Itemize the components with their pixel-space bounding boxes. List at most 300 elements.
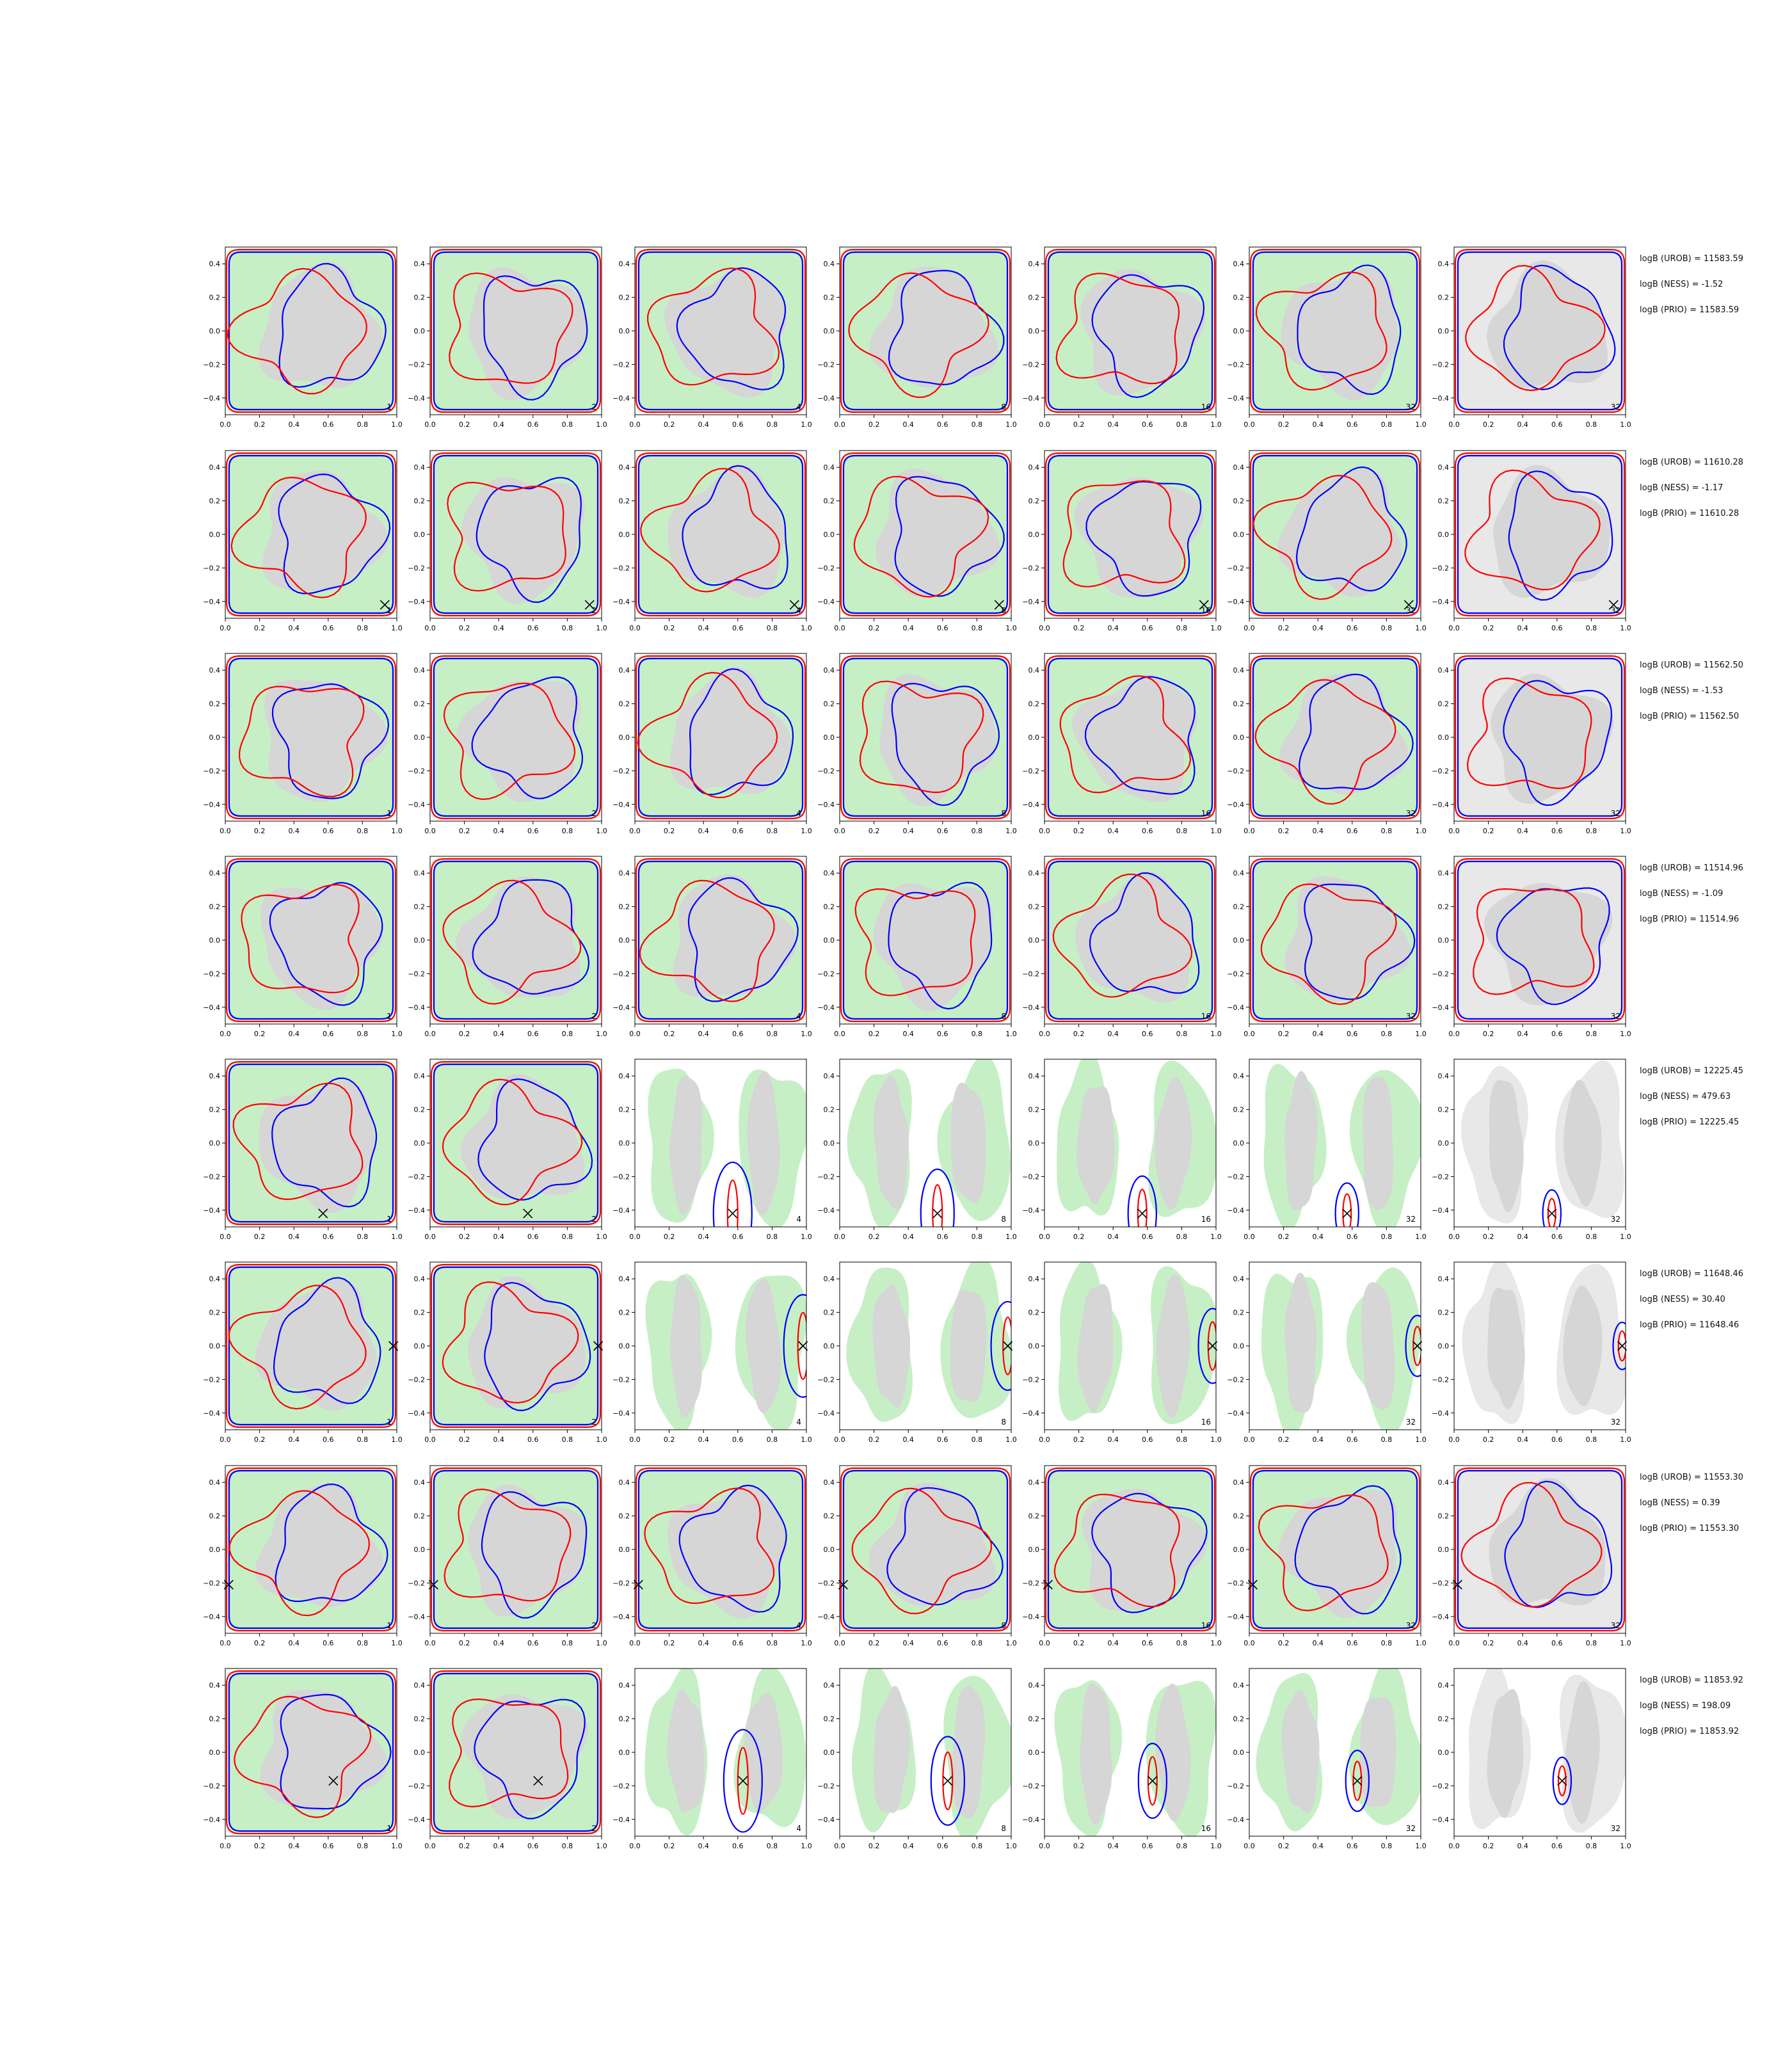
- x-tick-label: 1.0: [1415, 1233, 1427, 1241]
- x-tick-label: 0.2: [868, 1233, 880, 1241]
- x-tick-label: 0.0: [220, 1639, 231, 1647]
- subplot: [408, 1668, 607, 1850]
- y-tick-label: 0.0: [209, 733, 220, 742]
- subplot: [612, 1262, 822, 1444]
- y-tick-label: −0.2: [612, 360, 630, 369]
- x-tick-label: 0.8: [356, 1436, 369, 1444]
- x-tick-label: 0.6: [527, 1436, 539, 1444]
- x-tick-label: 0.4: [288, 1639, 300, 1647]
- y-tick-label: 0.0: [823, 531, 835, 539]
- x-tick-label: 0.4: [1517, 1030, 1528, 1038]
- x-tick-label: 1.0: [391, 827, 403, 835]
- y-tick-label: −0.4: [408, 800, 425, 809]
- x-tick-label: 0.4: [493, 1639, 504, 1647]
- y-tick-label: −0.2: [1227, 767, 1244, 776]
- x-tick-label: 0.2: [1482, 1030, 1494, 1038]
- y-tick-label: 0.0: [1437, 936, 1449, 945]
- y-tick-label: 0.0: [1233, 531, 1244, 539]
- y-tick-label: 0.0: [413, 1546, 425, 1554]
- x-tick-label: 1.0: [391, 420, 403, 429]
- subplot: [408, 1059, 607, 1241]
- x-tick-label: 0.2: [1482, 420, 1494, 429]
- x-tick-label: 0.6: [1347, 827, 1358, 835]
- x-tick-label: 0.0: [1448, 1436, 1460, 1444]
- y-tick-label: −0.4: [1022, 394, 1039, 403]
- y-tick-label: −0.2: [203, 1782, 220, 1791]
- x-tick-label: 0.2: [1073, 420, 1085, 429]
- x-tick-label: 0.8: [1176, 1436, 1188, 1444]
- subplot: [612, 1466, 812, 1647]
- x-tick-label: 0.2: [1073, 1030, 1085, 1038]
- x-tick-label: 0.2: [663, 1030, 675, 1038]
- y-tick-label: −0.2: [203, 564, 220, 573]
- y-tick-label: 0.4: [413, 1478, 425, 1487]
- x-tick-label: 0.2: [253, 1436, 266, 1444]
- subplot: [408, 247, 607, 429]
- x-tick-label: 0.2: [253, 624, 266, 632]
- x-tick-label: 0.0: [834, 1436, 845, 1444]
- y-tick-label: 0.0: [413, 531, 425, 539]
- x-tick-label: 0.8: [766, 1030, 778, 1038]
- subplot-index-label: 8: [1001, 403, 1006, 412]
- x-tick-label: 1.0: [1210, 1030, 1222, 1038]
- y-tick-label: 0.4: [413, 1275, 425, 1284]
- x-tick-label: 0.2: [868, 1030, 880, 1038]
- region-inner: [950, 1290, 986, 1402]
- x-tick-label: 0.0: [220, 827, 231, 835]
- y-tick-label: 0.2: [1028, 1512, 1039, 1521]
- subplot-index-label: 4: [796, 1012, 801, 1021]
- x-tick-label: 0.0: [424, 1842, 436, 1850]
- y-tick-label: 0.0: [1437, 733, 1449, 742]
- subplot: [1022, 451, 1221, 632]
- y-tick-label: 0.4: [823, 869, 835, 878]
- y-tick-label: 0.2: [209, 1105, 220, 1114]
- subplot-index-label: 32: [1405, 1824, 1416, 1833]
- subplot-index-label: 16: [1201, 1012, 1211, 1021]
- x-tick-label: 0.8: [1585, 1436, 1597, 1444]
- target-marker: [1138, 1209, 1147, 1218]
- y-tick-label: −0.4: [1432, 1206, 1449, 1215]
- subplot: [612, 247, 812, 429]
- y-tick-label: −0.2: [1432, 970, 1449, 979]
- y-tick-label: −0.2: [1432, 360, 1449, 369]
- subplot-index-label: 1: [387, 1215, 392, 1224]
- x-tick-label: 0.4: [288, 420, 300, 429]
- y-tick-label: 0.0: [1233, 1342, 1244, 1350]
- x-tick-label: 0.0: [1244, 1233, 1255, 1241]
- x-tick-label: 0.0: [1039, 420, 1050, 429]
- logB-annotation: logB (UROB) = 11853.92: [1640, 1676, 1743, 1685]
- x-tick-label: 1.0: [1620, 1842, 1631, 1850]
- x-tick-label: 1.0: [801, 1233, 812, 1241]
- x-tick-label: 0.0: [1448, 1030, 1460, 1038]
- x-tick-label: 0.0: [629, 420, 641, 429]
- subplot: [203, 247, 402, 429]
- subplot-index-label: 1: [387, 1012, 392, 1021]
- x-tick-label: 0.2: [458, 1233, 470, 1241]
- x-tick-label: 0.6: [527, 827, 539, 835]
- x-tick-label: 0.0: [629, 1436, 641, 1444]
- y-tick-label: 0.2: [413, 1715, 425, 1724]
- y-tick-label: −0.4: [1022, 1815, 1039, 1824]
- y-tick-label: 0.2: [1028, 1308, 1039, 1317]
- y-tick-label: 0.0: [1028, 327, 1039, 335]
- y-tick-label: −0.2: [1227, 360, 1244, 369]
- x-tick-label: 0.6: [1142, 420, 1153, 429]
- subplot-index-label: 32: [1610, 1824, 1620, 1833]
- x-tick-label: 0.8: [1380, 1233, 1393, 1241]
- y-tick-label: 0.2: [413, 1308, 425, 1317]
- y-tick-label: 0.4: [618, 666, 630, 675]
- y-tick-label: −0.2: [1022, 767, 1039, 776]
- subplot-index-label: 16: [1201, 1215, 1211, 1224]
- subplot: [612, 856, 812, 1038]
- x-tick-label: 0.2: [458, 1639, 470, 1647]
- x-tick-label: 0.8: [971, 624, 983, 632]
- y-tick-label: −0.2: [612, 767, 630, 776]
- y-tick-label: 0.4: [823, 1681, 835, 1690]
- x-tick-label: 0.6: [732, 1233, 744, 1241]
- y-tick-label: −0.4: [203, 1206, 220, 1215]
- y-tick-label: −0.4: [1022, 1003, 1039, 1012]
- y-tick-label: −0.2: [612, 970, 630, 979]
- x-tick-label: 0.8: [971, 1842, 983, 1850]
- y-tick-label: 0.4: [823, 1072, 835, 1081]
- target-marker: [933, 1209, 942, 1218]
- x-tick-label: 0.4: [493, 1842, 504, 1850]
- y-tick-label: 0.4: [209, 1478, 220, 1487]
- subplot-index-label: 4: [796, 403, 801, 412]
- x-tick-label: 0.8: [1176, 624, 1188, 632]
- x-tick-label: 0.4: [1517, 1233, 1528, 1241]
- x-tick-label: 0.8: [766, 1842, 778, 1850]
- y-tick-label: −0.2: [203, 1579, 220, 1588]
- y-tick-label: 0.4: [1437, 1072, 1449, 1081]
- x-tick-label: 0.6: [937, 1842, 948, 1850]
- subplot-index-label: 2: [591, 1621, 596, 1630]
- y-tick-label: 0.0: [209, 531, 220, 539]
- y-tick-label: 0.2: [618, 1105, 630, 1114]
- y-tick-label: 0.0: [1233, 1139, 1244, 1148]
- x-tick-label: 0.2: [253, 1639, 266, 1647]
- x-tick-label: 0.8: [356, 1233, 369, 1241]
- x-tick-label: 0.0: [424, 624, 436, 632]
- x-tick-label: 0.6: [732, 1639, 744, 1647]
- y-tick-label: 0.0: [823, 733, 835, 742]
- logB-annotation: logB (PRIO) = 11853.92: [1640, 1727, 1740, 1736]
- x-tick-label: 0.2: [458, 1030, 470, 1038]
- x-tick-label: 0.2: [458, 1436, 470, 1444]
- x-tick-label: 1.0: [1620, 827, 1631, 835]
- x-tick-label: 0.2: [1073, 624, 1085, 632]
- x-tick-label: 0.8: [561, 420, 573, 429]
- x-tick-label: 0.6: [937, 1436, 948, 1444]
- x-tick-label: 0.8: [561, 624, 573, 632]
- y-tick-label: 0.2: [1437, 700, 1449, 708]
- x-tick-label: 0.4: [1107, 1030, 1119, 1038]
- x-tick-label: 0.6: [732, 1842, 744, 1850]
- y-tick-label: 0.4: [1028, 1478, 1039, 1487]
- subplot: [203, 1466, 402, 1647]
- x-tick-label: 0.2: [663, 420, 675, 429]
- x-tick-label: 0.6: [527, 1842, 539, 1850]
- x-tick-label: 0.8: [1176, 827, 1188, 835]
- x-tick-label: 1.0: [1620, 1436, 1631, 1444]
- logB-annotation: logB (UROB) = 11583.59: [1640, 254, 1743, 264]
- y-tick-label: 0.2: [1028, 1105, 1039, 1114]
- x-tick-label: 0.2: [253, 1842, 266, 1850]
- x-tick-label: 0.8: [971, 420, 983, 429]
- x-tick-label: 0.6: [527, 624, 539, 632]
- x-tick-label: 0.2: [663, 1842, 675, 1850]
- y-tick-label: 0.2: [1233, 700, 1244, 708]
- subplot-index-label: 32: [1405, 1418, 1416, 1427]
- y-tick-label: −0.4: [203, 800, 220, 809]
- y-tick-label: 0.4: [618, 260, 630, 269]
- x-tick-label: 0.6: [527, 1030, 539, 1038]
- subplot: [612, 451, 812, 632]
- subplot: [203, 451, 402, 632]
- subplot-index-label: 2: [591, 606, 596, 615]
- x-tick-label: 0.6: [937, 1639, 948, 1647]
- y-tick-label: −0.4: [1022, 1409, 1039, 1418]
- y-tick-label: 0.0: [1028, 936, 1039, 945]
- x-tick-label: 0.4: [288, 1030, 300, 1038]
- x-tick-label: 0.4: [902, 420, 914, 429]
- x-tick-label: 0.6: [1551, 1436, 1563, 1444]
- x-tick-label: 0.4: [1517, 1842, 1528, 1850]
- y-tick-label: −0.4: [1432, 597, 1449, 606]
- x-tick-label: 0.6: [1551, 1233, 1563, 1241]
- x-tick-label: 0.8: [766, 827, 778, 835]
- y-tick-label: 0.0: [209, 936, 220, 945]
- y-tick-label: −0.2: [1227, 564, 1244, 573]
- y-tick-label: 0.2: [1233, 1512, 1244, 1521]
- x-tick-label: 0.4: [288, 1233, 300, 1241]
- y-tick-label: −0.2: [1227, 1782, 1244, 1791]
- y-tick-label: 0.4: [413, 869, 425, 878]
- subplot-index-label: 1: [387, 1621, 392, 1630]
- subplot-index-label: 16: [1201, 606, 1211, 615]
- subplot-index-label: 8: [1001, 606, 1006, 615]
- y-tick-label: 0.0: [618, 1139, 630, 1148]
- x-tick-label: 0.2: [1482, 1233, 1494, 1241]
- y-tick-label: −0.2: [612, 1579, 630, 1588]
- x-tick-label: 0.4: [1107, 1842, 1119, 1850]
- x-tick-label: 0.0: [424, 1639, 436, 1647]
- subplot-index-label: 32: [1610, 1215, 1620, 1224]
- y-tick-label: −0.4: [817, 1206, 835, 1215]
- y-tick-label: 0.2: [1437, 1715, 1449, 1724]
- y-tick-label: −0.2: [408, 1172, 425, 1181]
- y-tick-label: −0.4: [817, 1409, 835, 1418]
- x-tick-label: 0.6: [527, 420, 539, 429]
- y-tick-label: 0.0: [823, 1546, 835, 1554]
- subplot: [1022, 1052, 1221, 1251]
- y-tick-label: −0.2: [1022, 970, 1039, 979]
- x-tick-label: 0.2: [458, 420, 470, 429]
- x-tick-label: 1.0: [801, 1639, 812, 1647]
- y-tick-label: 0.2: [209, 1715, 220, 1724]
- region-inner: [1360, 1697, 1396, 1807]
- x-tick-label: 1.0: [1005, 420, 1017, 429]
- subplot-index-label: 32: [1610, 1418, 1620, 1427]
- y-tick-label: 0.4: [209, 260, 220, 269]
- x-tick-label: 0.4: [1312, 1842, 1324, 1850]
- x-tick-label: 1.0: [801, 1030, 812, 1038]
- x-tick-label: 0.0: [834, 827, 845, 835]
- y-tick-label: −0.2: [612, 564, 630, 573]
- x-tick-label: 1.0: [1210, 827, 1222, 835]
- y-tick-label: −0.2: [408, 767, 425, 776]
- subplot: [408, 856, 607, 1038]
- x-tick-label: 0.0: [1039, 827, 1050, 835]
- subplot: [203, 1059, 402, 1241]
- y-tick-label: 0.4: [1233, 260, 1244, 269]
- y-tick-label: 0.2: [1437, 497, 1449, 506]
- x-tick-label: 0.6: [1551, 1639, 1563, 1647]
- subplot: [408, 451, 607, 632]
- y-tick-label: −0.4: [817, 1612, 835, 1621]
- y-tick-label: 0.0: [413, 1139, 425, 1148]
- y-tick-label: 0.0: [1437, 1546, 1449, 1554]
- x-tick-label: 0.6: [323, 827, 334, 835]
- y-tick-label: −0.4: [1432, 394, 1449, 403]
- subplot-index-label: 16: [1201, 1418, 1211, 1427]
- x-tick-label: 0.4: [493, 1436, 504, 1444]
- y-tick-label: 0.4: [1028, 1681, 1039, 1690]
- x-tick-label: 1.0: [1415, 420, 1427, 429]
- y-tick-label: 0.0: [1028, 1139, 1039, 1148]
- x-tick-label: 0.0: [220, 420, 231, 429]
- y-tick-label: 0.0: [1028, 1342, 1039, 1350]
- y-tick-label: 0.4: [209, 869, 220, 878]
- y-tick-label: −0.4: [817, 597, 835, 606]
- x-tick-label: 0.4: [1107, 827, 1119, 835]
- x-tick-label: 0.4: [288, 1842, 300, 1850]
- y-tick-label: 0.4: [1437, 1275, 1449, 1284]
- x-tick-label: 0.8: [1585, 1842, 1597, 1850]
- x-tick-label: 0.2: [663, 1233, 675, 1241]
- x-tick-label: 0.0: [1448, 1842, 1460, 1850]
- x-tick-label: 0.0: [629, 1639, 641, 1647]
- y-tick-label: −0.4: [817, 394, 835, 403]
- x-tick-label: 0.8: [1380, 1030, 1393, 1038]
- y-tick-label: −0.2: [612, 1375, 630, 1384]
- y-tick-label: 0.4: [823, 1275, 835, 1284]
- subplot: [1227, 1466, 1426, 1647]
- y-tick-label: −0.4: [817, 1815, 835, 1824]
- x-tick-label: 0.4: [698, 1030, 709, 1038]
- x-tick-label: 0.8: [356, 420, 369, 429]
- subplot-index-label: 1: [387, 1418, 392, 1427]
- x-tick-label: 0.6: [937, 1233, 948, 1241]
- x-tick-label: 0.0: [1244, 1436, 1255, 1444]
- subplot-index-label: 1: [387, 403, 392, 412]
- subplot-index-label: 8: [1001, 1621, 1006, 1630]
- x-tick-label: 0.8: [561, 1436, 573, 1444]
- x-tick-label: 0.4: [493, 420, 504, 429]
- x-tick-label: 0.6: [1142, 1030, 1153, 1038]
- y-tick-label: −0.2: [1022, 1375, 1039, 1384]
- x-tick-label: 1.0: [801, 1842, 812, 1850]
- subplot: [1022, 1466, 1221, 1647]
- x-tick-label: 1.0: [391, 1233, 403, 1241]
- x-tick-label: 0.4: [1312, 1436, 1324, 1444]
- logB-annotation: logB (UROB) = 12225.45: [1640, 1066, 1743, 1076]
- x-tick-label: 0.6: [1347, 1436, 1358, 1444]
- logB-annotation: logB (NESS) = 198.09: [1640, 1701, 1731, 1711]
- y-tick-label: 0.2: [618, 700, 630, 708]
- x-tick-label: 0.0: [1244, 1842, 1255, 1850]
- subplot-index-label: 2: [591, 1824, 596, 1833]
- y-tick-label: −0.2: [408, 970, 425, 979]
- y-tick-label: −0.2: [408, 1782, 425, 1791]
- y-tick-label: 0.2: [618, 1715, 630, 1724]
- y-tick-label: −0.4: [1432, 800, 1449, 809]
- y-tick-label: 0.0: [1437, 1748, 1449, 1757]
- subplot-index-label: 8: [1001, 1215, 1006, 1224]
- x-tick-label: 0.4: [698, 1639, 709, 1647]
- x-tick-label: 0.6: [1551, 1842, 1563, 1850]
- y-tick-label: −0.2: [1227, 1172, 1244, 1181]
- subplot: [203, 1668, 402, 1850]
- y-tick-label: 0.2: [618, 293, 630, 302]
- x-tick-label: 0.8: [971, 827, 983, 835]
- subplot-index-label: 2: [591, 403, 596, 412]
- x-tick-label: 0.4: [288, 827, 300, 835]
- x-tick-label: 1.0: [596, 1639, 607, 1647]
- subplot: [1432, 247, 1631, 429]
- y-tick-label: 0.2: [823, 497, 835, 506]
- x-tick-label: 0.4: [1107, 420, 1119, 429]
- y-tick-label: 0.2: [1028, 902, 1039, 911]
- y-tick-label: 0.0: [1437, 531, 1449, 539]
- x-tick-label: 0.8: [1585, 827, 1597, 835]
- x-tick-label: 0.6: [1142, 827, 1153, 835]
- x-tick-label: 1.0: [596, 1436, 607, 1444]
- subplot-index-label: 32: [1405, 1012, 1416, 1021]
- x-tick-label: 0.2: [868, 1436, 880, 1444]
- y-tick-label: −0.2: [1022, 1172, 1039, 1181]
- subplot: [1227, 1262, 1428, 1444]
- subplot-index-label: 1: [387, 606, 392, 615]
- subplot-index-label: 32: [1405, 403, 1416, 412]
- logB-annotation: logB (UROB) = 11562.50: [1640, 660, 1743, 670]
- y-tick-label: 0.4: [1028, 463, 1039, 472]
- y-tick-label: −0.2: [1432, 564, 1449, 573]
- subplot-index-label: 32: [1405, 606, 1416, 615]
- y-tick-label: −0.2: [203, 970, 220, 979]
- y-tick-label: 0.2: [618, 1512, 630, 1521]
- y-tick-label: 0.4: [413, 1072, 425, 1081]
- subplot: [817, 1665, 1016, 1850]
- subplot-index-label: 4: [796, 1215, 801, 1224]
- x-tick-label: 1.0: [1005, 624, 1017, 632]
- y-tick-label: 0.2: [209, 1308, 220, 1317]
- y-tick-label: 0.2: [1028, 700, 1039, 708]
- x-tick-label: 0.6: [323, 1639, 334, 1647]
- x-tick-label: 0.0: [1244, 624, 1255, 632]
- x-tick-label: 0.6: [1347, 420, 1358, 429]
- y-tick-label: −0.2: [1022, 1782, 1039, 1791]
- y-tick-label: 0.2: [1233, 1105, 1244, 1114]
- subplot: [1227, 451, 1426, 632]
- y-tick-label: 0.2: [413, 700, 425, 708]
- x-tick-label: 1.0: [1415, 1842, 1427, 1850]
- y-tick-label: 0.4: [413, 1681, 425, 1690]
